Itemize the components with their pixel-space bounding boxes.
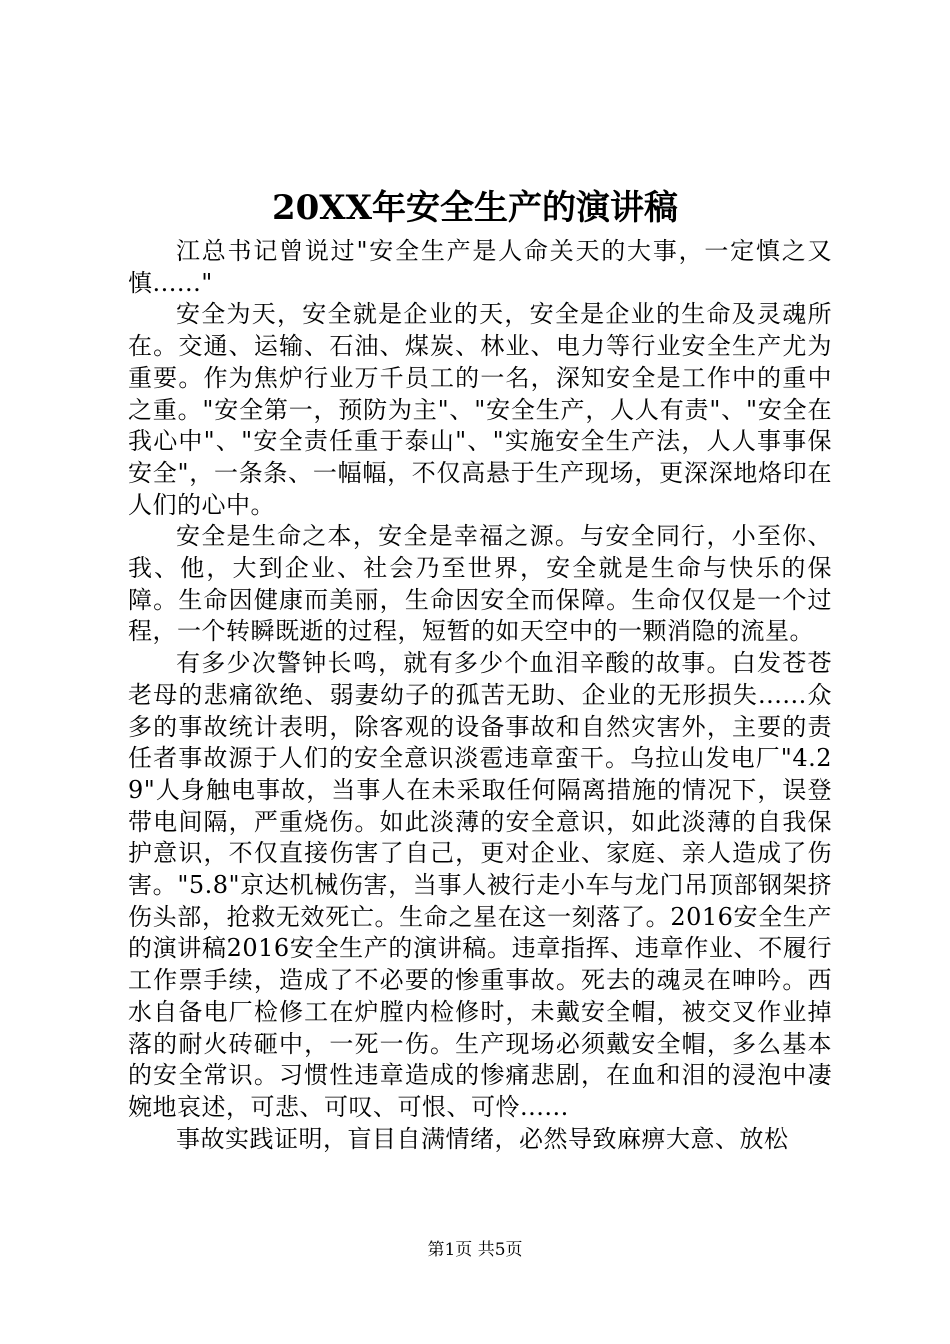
document-title: 20XX年安全生产的演讲稿 bbox=[271, 188, 679, 228]
paragraph-3: 安全是生命之本，安全是幸福之源。与安全同行，小至你、我、他，大到企业、社会乃至世界，安全就是生命与快乐的保障。生命因健康而美丽，生命因安全而保障。生命仅仅是一个过程，一个转瞬既逝的过程，短暂的如天空中的一颗消隐的流星。 bbox=[128, 522, 832, 646]
document-body bbox=[128, 236, 832, 1155]
paragraph-4: 有多少次警钟长鸣，就有多少个血泪辛酸的故事。白发苍苍老母的悲痛欲绝、弱妻幼子的孤苦无助、企业的无形损失......众多的事故统计表明，除客观的设备事故和自然灾害外，主要的责任者事故源于人们的安全意识淡雹违章蛮干。乌拉山发电厂"4.29"人身触电事故，当事人在未采取任何隔离措施的情况下，误登带电间隔，严重烧伤。如此淡薄的安全意识，如此淡薄的自我保护意识，不仅直接伤害了自己，更对企业、家庭、亲人造成了伤害。"5.8"京达机械伤害，当事人被行走小车与龙门吊顶部钢架挤伤头部，抢救无效死亡。生命之星在这一刻落了。2016安全生产的演讲稿2016安全生产的演讲稿。违章指挥、违章作业、不履行工作票手续，造成了不必要的惨重事故。死去的魂灵在呻吟。西水自备电厂检修工在炉膛内检修时，未戴安全帽，被交叉作业掉落的耐火砖砸中，一死一伤。生产现场必须戴安全帽，多么基本的安全常识。习惯性违章造成的惨痛悲剧，在血和泪的浸泡中凄婉地哀述，可悲、可叹、可恨、可怜...... bbox=[128, 649, 832, 1121]
page-number-footer: 第1页 共5页 bbox=[427, 1240, 523, 1260]
paragraph-5: 事故实践证明，盲目自满情绪，必然导致麻痹大意、放松 bbox=[176, 1124, 789, 1153]
paragraph-1: 江总书记曾说过"安全生产是人命关天的大事，一定慎之又慎......" bbox=[128, 237, 832, 297]
paragraph-2: 安全为天，安全就是企业的天，安全是企业的生命及灵魂所在。交通、运输、石油、煤炭、林业、电力等行业安全生产尤为重要。作为焦炉行业万千员工的一名，深知安全是工作中的重中之重。"安全第一，预防为主"、"安全生产，人人有责"、"安全在我心中"、"安全责任重于泰山"、"实施安全生产法，人人事事保安全"，一条条、一幅幅，不仅高悬于生产现场，更深深地烙印在人们的心中。 bbox=[128, 300, 832, 519]
